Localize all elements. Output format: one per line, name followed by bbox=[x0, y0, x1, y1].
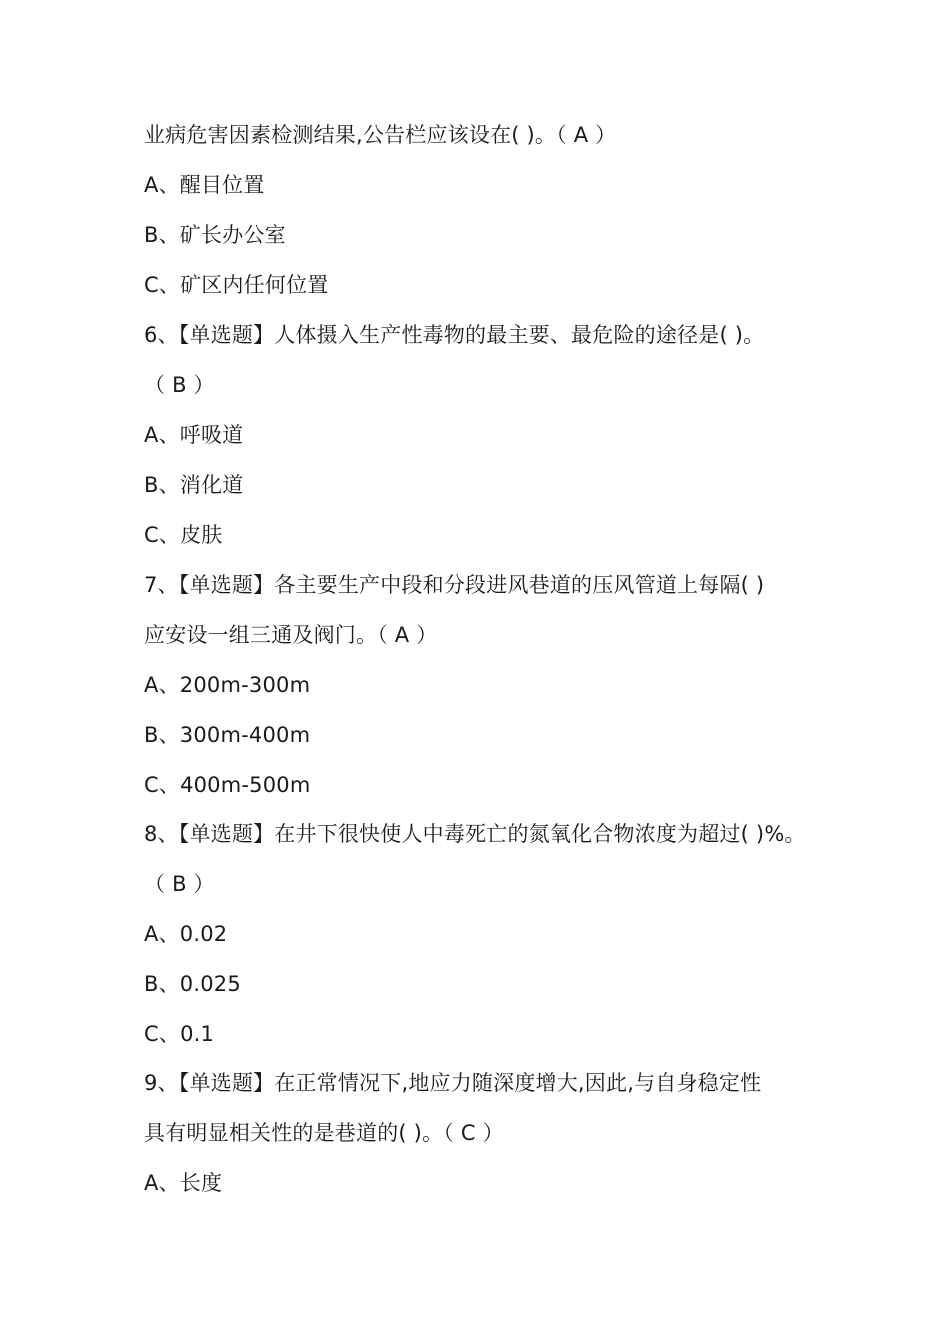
question-8-option-c: C、0.1 bbox=[144, 1022, 215, 1046]
question-6-option-a: A、呼吸道 bbox=[144, 423, 244, 447]
question-5-option-a: A、醒目位置 bbox=[144, 173, 265, 197]
question-5-option-b: B、矿长办公室 bbox=[144, 223, 286, 247]
question-6-answer: （ B ） bbox=[144, 373, 215, 397]
question-9-stem-continuation: 具有明显相关性的是巷道的( )。（ C ） bbox=[144, 1121, 504, 1145]
question-6-stem: 6、【单选题】人体摄入生产性毒物的最主要、最危险的途径是( )。 bbox=[144, 323, 765, 347]
question-8-answer: （ B ） bbox=[144, 872, 215, 896]
question-8-option-b: B、0.025 bbox=[144, 972, 241, 996]
question-5-option-c: C、矿区内任何位置 bbox=[144, 273, 329, 297]
question-7-option-b: B、300m-400m bbox=[144, 723, 311, 747]
question-9-stem: 9、【单选题】在正常情况下,地应力随深度增大,因此,与自身稳定性 bbox=[144, 1071, 762, 1095]
question-7-option-a: A、200m-300m bbox=[144, 673, 311, 697]
question-7-option-c: C、400m-500m bbox=[144, 773, 311, 797]
question-8-stem: 8、【单选题】在井下很快使人中毒死亡的氮氧化合物浓度为超过( )%。 bbox=[144, 822, 806, 846]
question-7-stem-continuation: 应安设一组三通及阀门。（ A ） bbox=[144, 623, 438, 647]
question-9-option-a: A、长度 bbox=[144, 1171, 223, 1195]
question-5-stem-continuation: 业病危害因素检测结果,公告栏应该设在( )。（ A ） bbox=[144, 123, 617, 147]
question-6-option-b: B、消化道 bbox=[144, 473, 244, 497]
question-6-option-c: C、皮肤 bbox=[144, 523, 223, 547]
question-8-option-a: A、0.02 bbox=[144, 922, 228, 946]
question-7-stem: 7、【单选题】各主要生产中段和分段进风巷道的压风管道上每隔( ) bbox=[144, 573, 765, 597]
